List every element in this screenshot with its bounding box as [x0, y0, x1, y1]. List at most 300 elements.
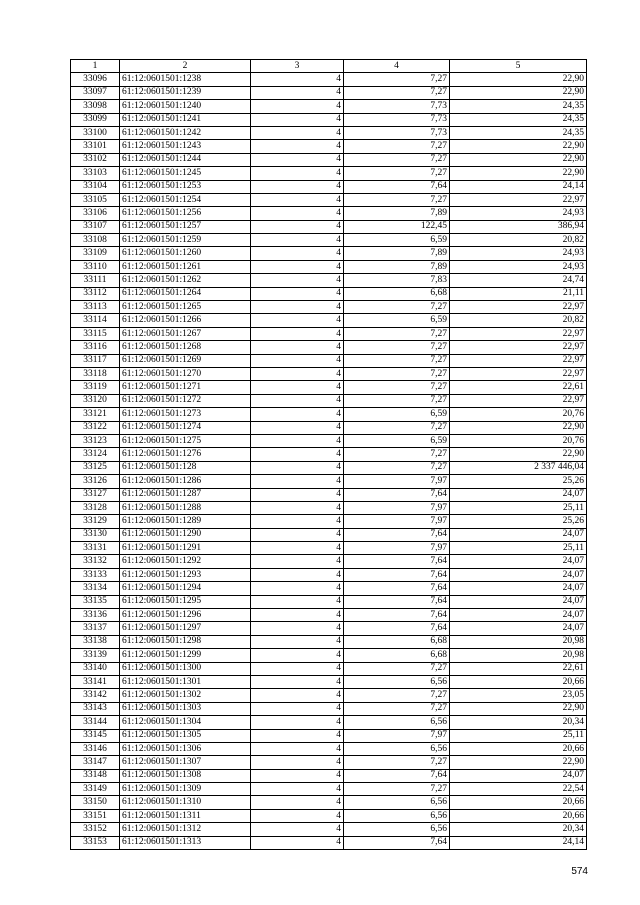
table-cell-col-2: 61:12:0601501:1276 — [120, 448, 251, 461]
table-cell-col-1: 33146 — [71, 742, 120, 755]
table-cell-col-4: 7,27 — [344, 461, 450, 474]
table-cell-col-4: 7,27 — [344, 73, 450, 86]
table-cell-col-1: 33127 — [71, 488, 120, 501]
table-cell-col-3: 4 — [251, 367, 344, 380]
table-cell-col-3: 4 — [251, 274, 344, 287]
table-cell-col-5: 24,14 — [450, 180, 587, 193]
table-cell-col-4: 6,56 — [344, 742, 450, 755]
table-cell-col-5: 24,93 — [450, 260, 587, 273]
table-cell-col-5: 20,98 — [450, 649, 587, 662]
table-cell-col-3: 4 — [251, 609, 344, 622]
table-cell-col-2: 61:12:0601501:1265 — [120, 301, 251, 314]
table-cell-col-4: 7,64 — [344, 595, 450, 608]
table-cell-col-2: 61:12:0601501:1293 — [120, 568, 251, 581]
table-row — [71, 354, 587, 367]
table-row — [71, 434, 587, 447]
table-cell-col-4: 7,64 — [344, 582, 450, 595]
table-cell-col-2: 61:12:0601501:1257 — [120, 220, 251, 233]
table-cell-col-1: 33122 — [71, 421, 120, 434]
table-cell-col-4: 7,27 — [344, 354, 450, 367]
table-cell-col-3: 4 — [251, 649, 344, 662]
table-cell-col-2: 61:12:0601501:1243 — [120, 140, 251, 153]
table-cell-col-3: 4 — [251, 207, 344, 220]
table-cell-col-5: 22,61 — [450, 662, 587, 675]
table-cell-col-5: 20,66 — [450, 809, 587, 822]
table-cell-col-2: 61:12:0601501:1288 — [120, 501, 251, 514]
table-row — [71, 649, 587, 662]
table-cell-col-4: 7,64 — [344, 528, 450, 541]
table-cell-col-5: 22,97 — [450, 367, 587, 380]
table-cell-col-1: 33102 — [71, 153, 120, 166]
table-cell-col-3: 4 — [251, 260, 344, 273]
table-cell-col-3: 4 — [251, 582, 344, 595]
table-cell-col-3: 4 — [251, 341, 344, 354]
table-cell-col-1: 33103 — [71, 167, 120, 180]
table-cell-col-5: 24,07 — [450, 609, 587, 622]
table-cell-col-1: 33125 — [71, 461, 120, 474]
table-row — [71, 756, 587, 769]
table-cell-col-3: 4 — [251, 234, 344, 247]
table-cell-col-2: 61:12:0601501:1309 — [120, 783, 251, 796]
table-cell-col-2: 61:12:0601501:1245 — [120, 167, 251, 180]
table-cell-col-2: 61:12:0601501:1275 — [120, 434, 251, 447]
table-cell-col-4: 7,27 — [344, 448, 450, 461]
column-header-5: 5 — [450, 60, 587, 73]
table-cell-col-1: 33106 — [71, 207, 120, 220]
table-cell-col-3: 4 — [251, 73, 344, 86]
table-cell-col-1: 33124 — [71, 448, 120, 461]
table-row — [71, 113, 587, 126]
table-row — [71, 595, 587, 608]
table-cell-col-3: 4 — [251, 113, 344, 126]
table-cell-col-4: 6,56 — [344, 809, 450, 822]
table-cell-col-2: 61:12:0601501:1310 — [120, 796, 251, 809]
table-cell-col-4: 7,73 — [344, 126, 450, 139]
table-cell-col-1: 33112 — [71, 287, 120, 300]
table-row — [71, 381, 587, 394]
table-row — [71, 301, 587, 314]
table-row — [71, 73, 587, 86]
table-cell-col-5: 22,90 — [450, 167, 587, 180]
table-cell-col-1: 33147 — [71, 756, 120, 769]
page-number: 574 — [571, 866, 588, 877]
table-cell-col-5: 24,07 — [450, 595, 587, 608]
table-cell-col-4: 6,68 — [344, 635, 450, 648]
table-cell-col-2: 61:12:0601501:1238 — [120, 73, 251, 86]
table-cell-col-5: 20,98 — [450, 635, 587, 648]
table-row — [71, 635, 587, 648]
table-row — [71, 274, 587, 287]
table-cell-col-5: 24,07 — [450, 555, 587, 568]
table-cell-col-5: 24,93 — [450, 247, 587, 260]
table-cell-col-2: 61:12:0601501:1298 — [120, 635, 251, 648]
table-cell-col-2: 61:12:0601501:1299 — [120, 649, 251, 662]
table-cell-col-4: 7,97 — [344, 501, 450, 514]
table-cell-col-3: 4 — [251, 408, 344, 421]
table-cell-col-5: 20,66 — [450, 796, 587, 809]
table-cell-col-2: 61:12:0601501:1244 — [120, 153, 251, 166]
table-cell-col-4: 6,59 — [344, 434, 450, 447]
table-row — [71, 341, 587, 354]
table-cell-col-2: 61:12:0601501:1268 — [120, 341, 251, 354]
table-cell-col-5: 22,90 — [450, 448, 587, 461]
table-row — [71, 247, 587, 260]
table-cell-col-2: 61:12:0601501:1289 — [120, 515, 251, 528]
table-cell-col-4: 7,27 — [344, 167, 450, 180]
table-cell-col-1: 33135 — [71, 595, 120, 608]
table-cell-col-1: 33153 — [71, 836, 120, 849]
table-cell-col-1: 33113 — [71, 301, 120, 314]
table-row — [71, 86, 587, 99]
table-cell-col-3: 4 — [251, 689, 344, 702]
table-cell-col-4: 6,59 — [344, 314, 450, 327]
table-cell-col-5: 24,93 — [450, 207, 587, 220]
table-cell-col-1: 33097 — [71, 86, 120, 99]
table-cell-col-2: 61:12:0601501:1262 — [120, 274, 251, 287]
table-row — [71, 528, 587, 541]
table-cell-col-3: 4 — [251, 86, 344, 99]
table-cell-col-4: 7,27 — [344, 153, 450, 166]
table-cell-col-4: 7,73 — [344, 113, 450, 126]
table-cell-col-2: 61:12:0601501:1270 — [120, 367, 251, 380]
table-cell-col-3: 4 — [251, 702, 344, 715]
table-row — [71, 823, 587, 836]
table-cell-col-1: 33131 — [71, 542, 120, 555]
table-cell-col-2: 61:12:0601501:1297 — [120, 622, 251, 635]
table-cell-col-2: 61:12:0601501:1266 — [120, 314, 251, 327]
column-header-2: 2 — [120, 60, 251, 73]
table-row — [71, 448, 587, 461]
table-row — [71, 609, 587, 622]
table-cell-col-2: 61:12:0601501:1307 — [120, 756, 251, 769]
table-cell-col-1: 33100 — [71, 126, 120, 139]
table-cell-col-4: 7,27 — [344, 702, 450, 715]
table-cell-col-1: 33096 — [71, 73, 120, 86]
table-cell-col-3: 4 — [251, 126, 344, 139]
table-cell-col-3: 4 — [251, 327, 344, 340]
table-cell-col-5: 22,90 — [450, 421, 587, 434]
table-cell-col-2: 61:12:0601501:1267 — [120, 327, 251, 340]
table-cell-col-3: 4 — [251, 796, 344, 809]
table-cell-col-5: 21,11 — [450, 287, 587, 300]
table-cell-col-1: 33139 — [71, 649, 120, 662]
table-cell-col-1: 33134 — [71, 582, 120, 595]
table-row — [71, 542, 587, 555]
table-row — [71, 314, 587, 327]
table-cell-col-4: 6,56 — [344, 796, 450, 809]
table-cell-col-5: 20,82 — [450, 314, 587, 327]
table-cell-col-2: 61:12:0601501:1300 — [120, 662, 251, 675]
table-cell-col-5: 25,11 — [450, 501, 587, 514]
table-cell-col-1: 33115 — [71, 327, 120, 340]
table-cell-col-1: 33130 — [71, 528, 120, 541]
table-cell-col-5: 24,14 — [450, 836, 587, 849]
table-cell-col-5: 20,82 — [450, 234, 587, 247]
table-cell-col-3: 4 — [251, 180, 344, 193]
column-header-1: 1 — [71, 60, 120, 73]
table-cell-col-1: 33128 — [71, 501, 120, 514]
table-row — [71, 716, 587, 729]
table-cell-col-4: 7,27 — [344, 662, 450, 675]
table-cell-col-5: 25,11 — [450, 729, 587, 742]
table-cell-col-4: 7,27 — [344, 783, 450, 796]
table-cell-col-5: 22,90 — [450, 756, 587, 769]
table-cell-col-4: 6,68 — [344, 649, 450, 662]
table-cell-col-3: 4 — [251, 528, 344, 541]
table-cell-col-3: 4 — [251, 100, 344, 113]
table-cell-col-4: 7,89 — [344, 247, 450, 260]
table-row — [71, 809, 587, 822]
table-cell-col-3: 4 — [251, 595, 344, 608]
table-cell-col-3: 4 — [251, 421, 344, 434]
table-row — [71, 153, 587, 166]
table-cell-col-5: 22,97 — [450, 193, 587, 206]
table-cell-col-5: 20,34 — [450, 716, 587, 729]
table-cell-col-3: 4 — [251, 301, 344, 314]
table-cell-col-1: 33111 — [71, 274, 120, 287]
table-cell-col-1: 33152 — [71, 823, 120, 836]
table-cell-col-4: 7,89 — [344, 207, 450, 220]
table-cell-col-5: 22,54 — [450, 783, 587, 796]
table-cell-col-5: 22,90 — [450, 140, 587, 153]
table-cell-col-3: 4 — [251, 622, 344, 635]
table-cell-col-4: 6,68 — [344, 287, 450, 300]
table-cell-col-4: 6,59 — [344, 234, 450, 247]
table-cell-col-4: 7,27 — [344, 421, 450, 434]
table-row — [71, 287, 587, 300]
table-row — [71, 180, 587, 193]
table-cell-col-4: 7,64 — [344, 836, 450, 849]
table-cell-col-5: 22,61 — [450, 381, 587, 394]
table-cell-col-2: 61:12:0601501:1295 — [120, 595, 251, 608]
table-row — [71, 836, 587, 849]
table-row — [71, 260, 587, 273]
table-cell-col-5: 23,05 — [450, 689, 587, 702]
table-cell-col-2: 61:12:0601501:1240 — [120, 100, 251, 113]
table-body — [71, 73, 587, 850]
table-cell-col-4: 6,59 — [344, 408, 450, 421]
table-cell-col-1: 33101 — [71, 140, 120, 153]
table-cell-col-5: 24,35 — [450, 126, 587, 139]
table-cell-col-4: 7,27 — [344, 756, 450, 769]
table-cell-col-5: 22,90 — [450, 153, 587, 166]
table-row — [71, 702, 587, 715]
table-cell-col-5: 24,07 — [450, 769, 587, 782]
table-row — [71, 421, 587, 434]
table-cell-col-3: 4 — [251, 501, 344, 514]
table-cell-col-4: 6,56 — [344, 716, 450, 729]
table-row — [71, 742, 587, 755]
table-cell-col-1: 33138 — [71, 635, 120, 648]
table-cell-col-2: 61:12:0601501:1294 — [120, 582, 251, 595]
table-cell-col-5: 2 337 446,04 — [450, 461, 587, 474]
table-cell-col-2: 61:12:0601501:1286 — [120, 475, 251, 488]
table-cell-col-2: 61:12:0601501:1269 — [120, 354, 251, 367]
table-cell-col-5: 24,35 — [450, 100, 587, 113]
table-cell-col-2: 61:12:0601501:1259 — [120, 234, 251, 247]
table-cell-col-5: 22,97 — [450, 301, 587, 314]
table-cell-col-1: 33145 — [71, 729, 120, 742]
table-cell-col-2: 61:12:0601501:1296 — [120, 609, 251, 622]
table-cell-col-2: 61:12:0601501:1302 — [120, 689, 251, 702]
table-cell-col-2: 61:12:0601501:1242 — [120, 126, 251, 139]
table-cell-col-5: 24,07 — [450, 568, 587, 581]
column-header-3: 3 — [251, 60, 344, 73]
table-cell-col-5: 22,97 — [450, 341, 587, 354]
table-row — [71, 234, 587, 247]
table-row — [71, 461, 587, 474]
table-cell-col-2: 61:12:0601501:1261 — [120, 260, 251, 273]
table-cell-col-5: 22,97 — [450, 327, 587, 340]
table-header-row — [71, 60, 587, 73]
table-cell-col-1: 33151 — [71, 809, 120, 822]
table-cell-col-4: 7,27 — [344, 689, 450, 702]
table-cell-col-4: 7,97 — [344, 542, 450, 555]
table-cell-col-3: 4 — [251, 809, 344, 822]
table-row — [71, 729, 587, 742]
table-cell-col-3: 4 — [251, 434, 344, 447]
table-cell-col-3: 4 — [251, 381, 344, 394]
table-cell-col-4: 7,27 — [344, 193, 450, 206]
table-cell-col-3: 4 — [251, 394, 344, 407]
table-cell-col-3: 4 — [251, 475, 344, 488]
table-cell-col-2: 61:12:0601501:1301 — [120, 675, 251, 688]
table-cell-col-5: 25,26 — [450, 475, 587, 488]
table-cell-col-2: 61:12:0601501:1312 — [120, 823, 251, 836]
table-row — [71, 367, 587, 380]
table-row — [71, 662, 587, 675]
table-cell-col-3: 4 — [251, 314, 344, 327]
table-cell-col-5: 22,90 — [450, 73, 587, 86]
table-cell-col-1: 33108 — [71, 234, 120, 247]
table-cell-col-1: 33104 — [71, 180, 120, 193]
table-cell-col-5: 386,94 — [450, 220, 587, 233]
table-row — [71, 167, 587, 180]
table-cell-col-2: 61:12:0601501:1291 — [120, 542, 251, 555]
table-row — [71, 796, 587, 809]
table-cell-col-3: 4 — [251, 568, 344, 581]
table-cell-col-2: 61:12:0601501:1260 — [120, 247, 251, 260]
table-cell-col-3: 4 — [251, 354, 344, 367]
table-cell-col-4: 7,27 — [344, 327, 450, 340]
table-cell-col-3: 4 — [251, 823, 344, 836]
table-cell-col-5: 20,76 — [450, 434, 587, 447]
table-cell-col-2: 61:12:0601501:1272 — [120, 394, 251, 407]
table-cell-col-3: 4 — [251, 716, 344, 729]
table-cell-col-5: 22,97 — [450, 394, 587, 407]
table-cell-col-3: 4 — [251, 287, 344, 300]
table-cell-col-1: 33132 — [71, 555, 120, 568]
table-cell-col-3: 4 — [251, 140, 344, 153]
table-row — [71, 622, 587, 635]
table-cell-col-4: 7,64 — [344, 609, 450, 622]
table-cell-col-2: 61:12:0601501:1273 — [120, 408, 251, 421]
table-cell-col-5: 24,07 — [450, 582, 587, 595]
table-row — [71, 126, 587, 139]
table-cell-col-2: 61:12:0601501:1256 — [120, 207, 251, 220]
table-cell-col-5: 25,26 — [450, 515, 587, 528]
table-cell-col-4: 7,27 — [344, 301, 450, 314]
table-row — [71, 501, 587, 514]
table-cell-col-1: 33142 — [71, 689, 120, 702]
table-cell-col-3: 4 — [251, 729, 344, 742]
table-cell-col-4: 7,27 — [344, 367, 450, 380]
table-cell-col-3: 4 — [251, 515, 344, 528]
table-cell-col-5: 24,07 — [450, 622, 587, 635]
table-row — [71, 675, 587, 688]
table-cell-col-3: 4 — [251, 769, 344, 782]
table-cell-col-5: 24,07 — [450, 528, 587, 541]
table-cell-col-3: 4 — [251, 488, 344, 501]
table-row — [71, 394, 587, 407]
table-cell-col-2: 61:12:0601501:1290 — [120, 528, 251, 541]
table-cell-col-1: 33107 — [71, 220, 120, 233]
table-cell-col-1: 33149 — [71, 783, 120, 796]
table-cell-col-1: 33143 — [71, 702, 120, 715]
table-cell-col-1: 33110 — [71, 260, 120, 273]
table-cell-col-1: 33121 — [71, 408, 120, 421]
table-cell-col-1: 33144 — [71, 716, 120, 729]
table-cell-col-4: 7,27 — [344, 381, 450, 394]
table-cell-col-1: 33119 — [71, 381, 120, 394]
table-cell-col-4: 7,89 — [344, 260, 450, 273]
table-cell-col-2: 61:12:0601501:1305 — [120, 729, 251, 742]
table-cell-col-4: 7,27 — [344, 140, 450, 153]
column-header-4: 4 — [344, 60, 450, 73]
data-table — [70, 59, 587, 850]
table-cell-col-4: 7,64 — [344, 769, 450, 782]
table-cell-col-1: 33141 — [71, 675, 120, 688]
table-cell-col-1: 33137 — [71, 622, 120, 635]
table-cell-col-2: 61:12:0601501:1303 — [120, 702, 251, 715]
table-cell-col-5: 20,66 — [450, 675, 587, 688]
table-cell-col-5: 24,35 — [450, 113, 587, 126]
table-cell-col-1: 33118 — [71, 367, 120, 380]
table-cell-col-2: 61:12:0601501:1241 — [120, 113, 251, 126]
table-cell-col-2: 61:12:0601501:1304 — [120, 716, 251, 729]
table-cell-col-5: 22,90 — [450, 702, 587, 715]
table-cell-col-2: 61:12:0601501:1306 — [120, 742, 251, 755]
table-cell-col-4: 7,73 — [344, 100, 450, 113]
table-cell-col-4: 7,27 — [344, 341, 450, 354]
table-cell-col-1: 33120 — [71, 394, 120, 407]
table-cell-col-5: 24,74 — [450, 274, 587, 287]
table-cell-col-3: 4 — [251, 836, 344, 849]
table-cell-col-2: 61:12:0601501:1308 — [120, 769, 251, 782]
table-cell-col-3: 4 — [251, 220, 344, 233]
table-cell-col-2: 61:12:0601501:128 — [120, 461, 251, 474]
table-row — [71, 220, 587, 233]
table-cell-col-4: 7,27 — [344, 86, 450, 99]
table-cell-col-2: 61:12:0601501:1274 — [120, 421, 251, 434]
table-cell-col-4: 7,64 — [344, 568, 450, 581]
table-cell-col-4: 7,64 — [344, 488, 450, 501]
table-cell-col-3: 4 — [251, 555, 344, 568]
table-cell-col-2: 61:12:0601501:1264 — [120, 287, 251, 300]
table-cell-col-4: 7,83 — [344, 274, 450, 287]
table-cell-col-4: 6,56 — [344, 823, 450, 836]
table-cell-col-1: 33116 — [71, 341, 120, 354]
table-row — [71, 475, 587, 488]
table-cell-col-1: 33148 — [71, 769, 120, 782]
table-row — [71, 555, 587, 568]
table-row — [71, 207, 587, 220]
table-cell-col-3: 4 — [251, 756, 344, 769]
table-cell-col-1: 33109 — [71, 247, 120, 260]
table-cell-col-3: 4 — [251, 448, 344, 461]
table-cell-col-3: 4 — [251, 783, 344, 796]
table-row — [71, 408, 587, 421]
